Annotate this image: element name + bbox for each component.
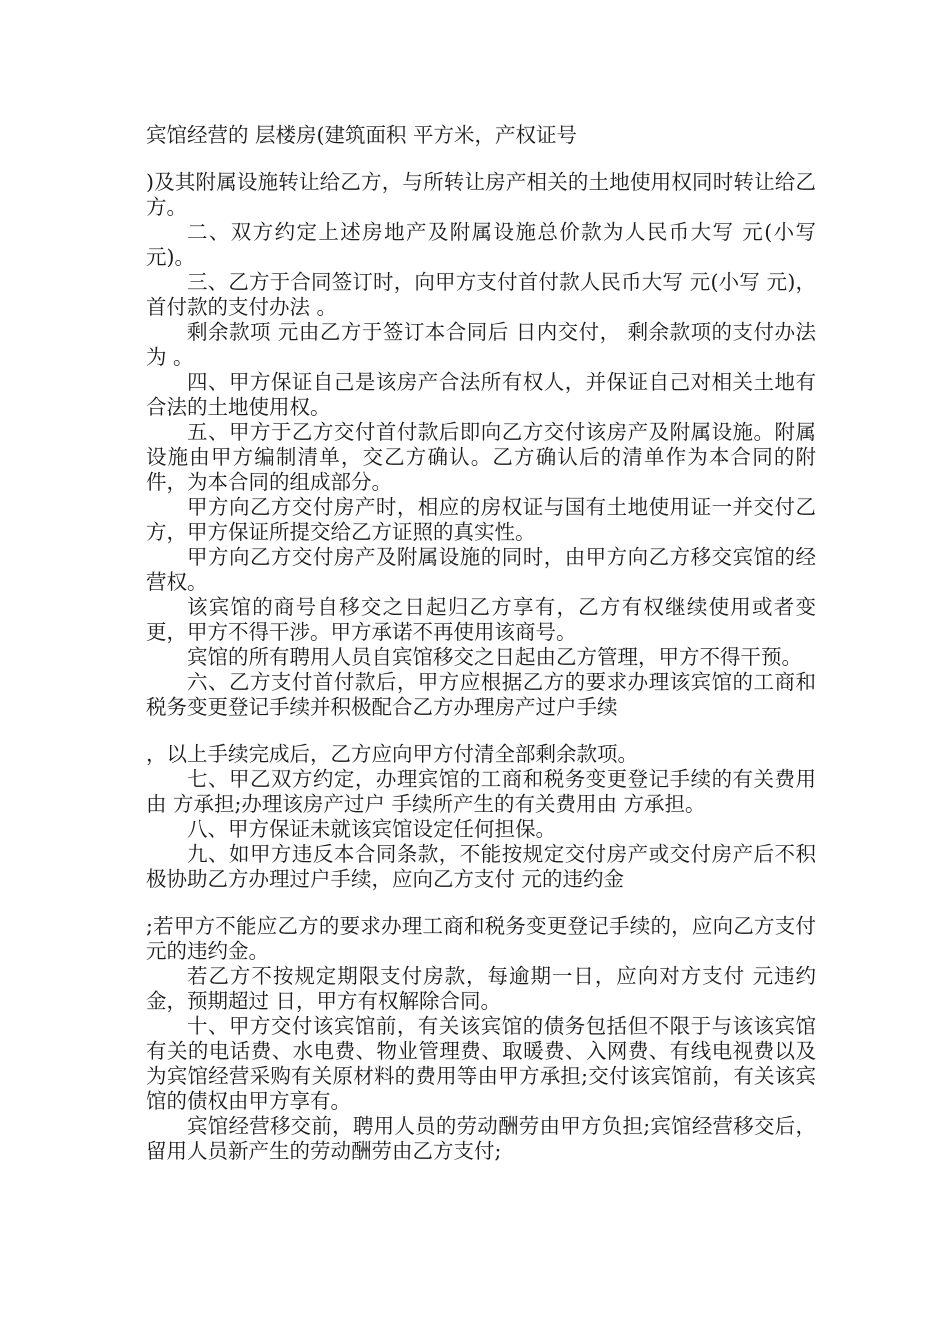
- contract-body: [146, 123, 816, 1164]
- paragraph: ;若甲方不能应乙方的要求办理工商和税务变更登记手续的，应向乙方支付 元的违约金。: [146, 914, 816, 963]
- paragraph: 宾馆经营的 层楼房(建筑面积 平方米，产权证号: [146, 123, 578, 147]
- paragraph: 剩余款项 元由乙方于签订本合同后 日内交付， 剩余款项的支付办法为 。: [146, 320, 816, 369]
- paragraph-gap: [146, 148, 816, 170]
- paragraph: 九、如甲方违反本合同条款，不能按规定交付房产或交付房产后不积极协助乙方办理过户手续，应向乙方支付 元的违约金: [146, 842, 816, 891]
- paragraph: 二、双方约定上述房地产及附属设施总价款为人民币大写 元(小写 元)。: [146, 220, 816, 269]
- paragraph-gap: [146, 720, 816, 742]
- paragraph: 宾馆的所有聘用人员自宾馆移交之日起由乙方管理，甲方不得干预。: [187, 645, 802, 669]
- paragraph: 甲方向乙方交付房产时，相应的房权证与国有土地使用证一并交付乙方，甲方保证所提交给乙方证照的真实性。: [146, 495, 816, 544]
- paragraph: 若乙方不按规定期限支付房款，每逾期一日，应向对方支付 元违约金，预期超过 日，甲方有权解除合同。: [146, 964, 816, 1013]
- paragraph: ，以上手续完成后，乙方应向甲方付清全部剩余款项。: [146, 742, 638, 766]
- paragraph-gap: [146, 892, 816, 914]
- paragraph: 甲方向乙方交付房产及附属设施的同时，由甲方向乙方移交宾馆的经营权。: [146, 545, 816, 594]
- paragraph: )及其附属设施转让给乙方，与所转让房产相关的土地使用权同时转让给乙方。: [146, 170, 816, 219]
- paragraph: 宾馆经营移交前，聘用人员的劳动酬劳由甲方负担;宾馆经营移交后，留用人员新产生的劳动酬劳由乙方支付;: [146, 1114, 816, 1163]
- paragraph: 六、乙方支付首付款后，甲方应根据乙方的要求办理该宾馆的工商和税务变更登记手续并积极配合乙方办理房产过户手续: [146, 670, 816, 719]
- paragraph: 八、甲方保证未就该宾馆设定任何担保。: [187, 817, 556, 841]
- paragraph: 该宾馆的商号自移交之日起归乙方享有，乙方有权继续使用或者变更，甲方不得干涉。甲方承诺不再使用该商号。: [146, 595, 816, 644]
- paragraph: 七、甲乙双方约定，办理宾馆的工商和税务变更登记手续的有关费用由 方承担;办理该房产过户 手续所产生的有关费用由 方承担。: [146, 767, 816, 816]
- paragraph: 五、甲方于乙方交付首付款后即向乙方交付该房产及附属设施。附属设施由甲方编制清单，交乙方确认。乙方确认后的清单作为本合同的附件，为本合同的组成部分。: [146, 420, 816, 494]
- paragraph: 四、甲方保证自己是该房产合法所有权人，并保证自己对相关土地有合法的土地使用权。: [146, 370, 816, 419]
- paragraph: 三、乙方于合同签订时，向甲方支付首付款人民币大写 元(小写 元)，首付款的支付办法 。: [146, 270, 816, 319]
- paragraph: 十、甲方交付该宾馆前，有关该宾馆的债务包括但不限于与该该宾馆有关的电话费、水电费、物业管理费、取暖费、入网费、有线电视费以及为宾馆经营采购有关原材料的费用等由甲方承担;交付该宾馆前，有关该宾馆的债权由甲方享有。: [146, 1014, 816, 1113]
